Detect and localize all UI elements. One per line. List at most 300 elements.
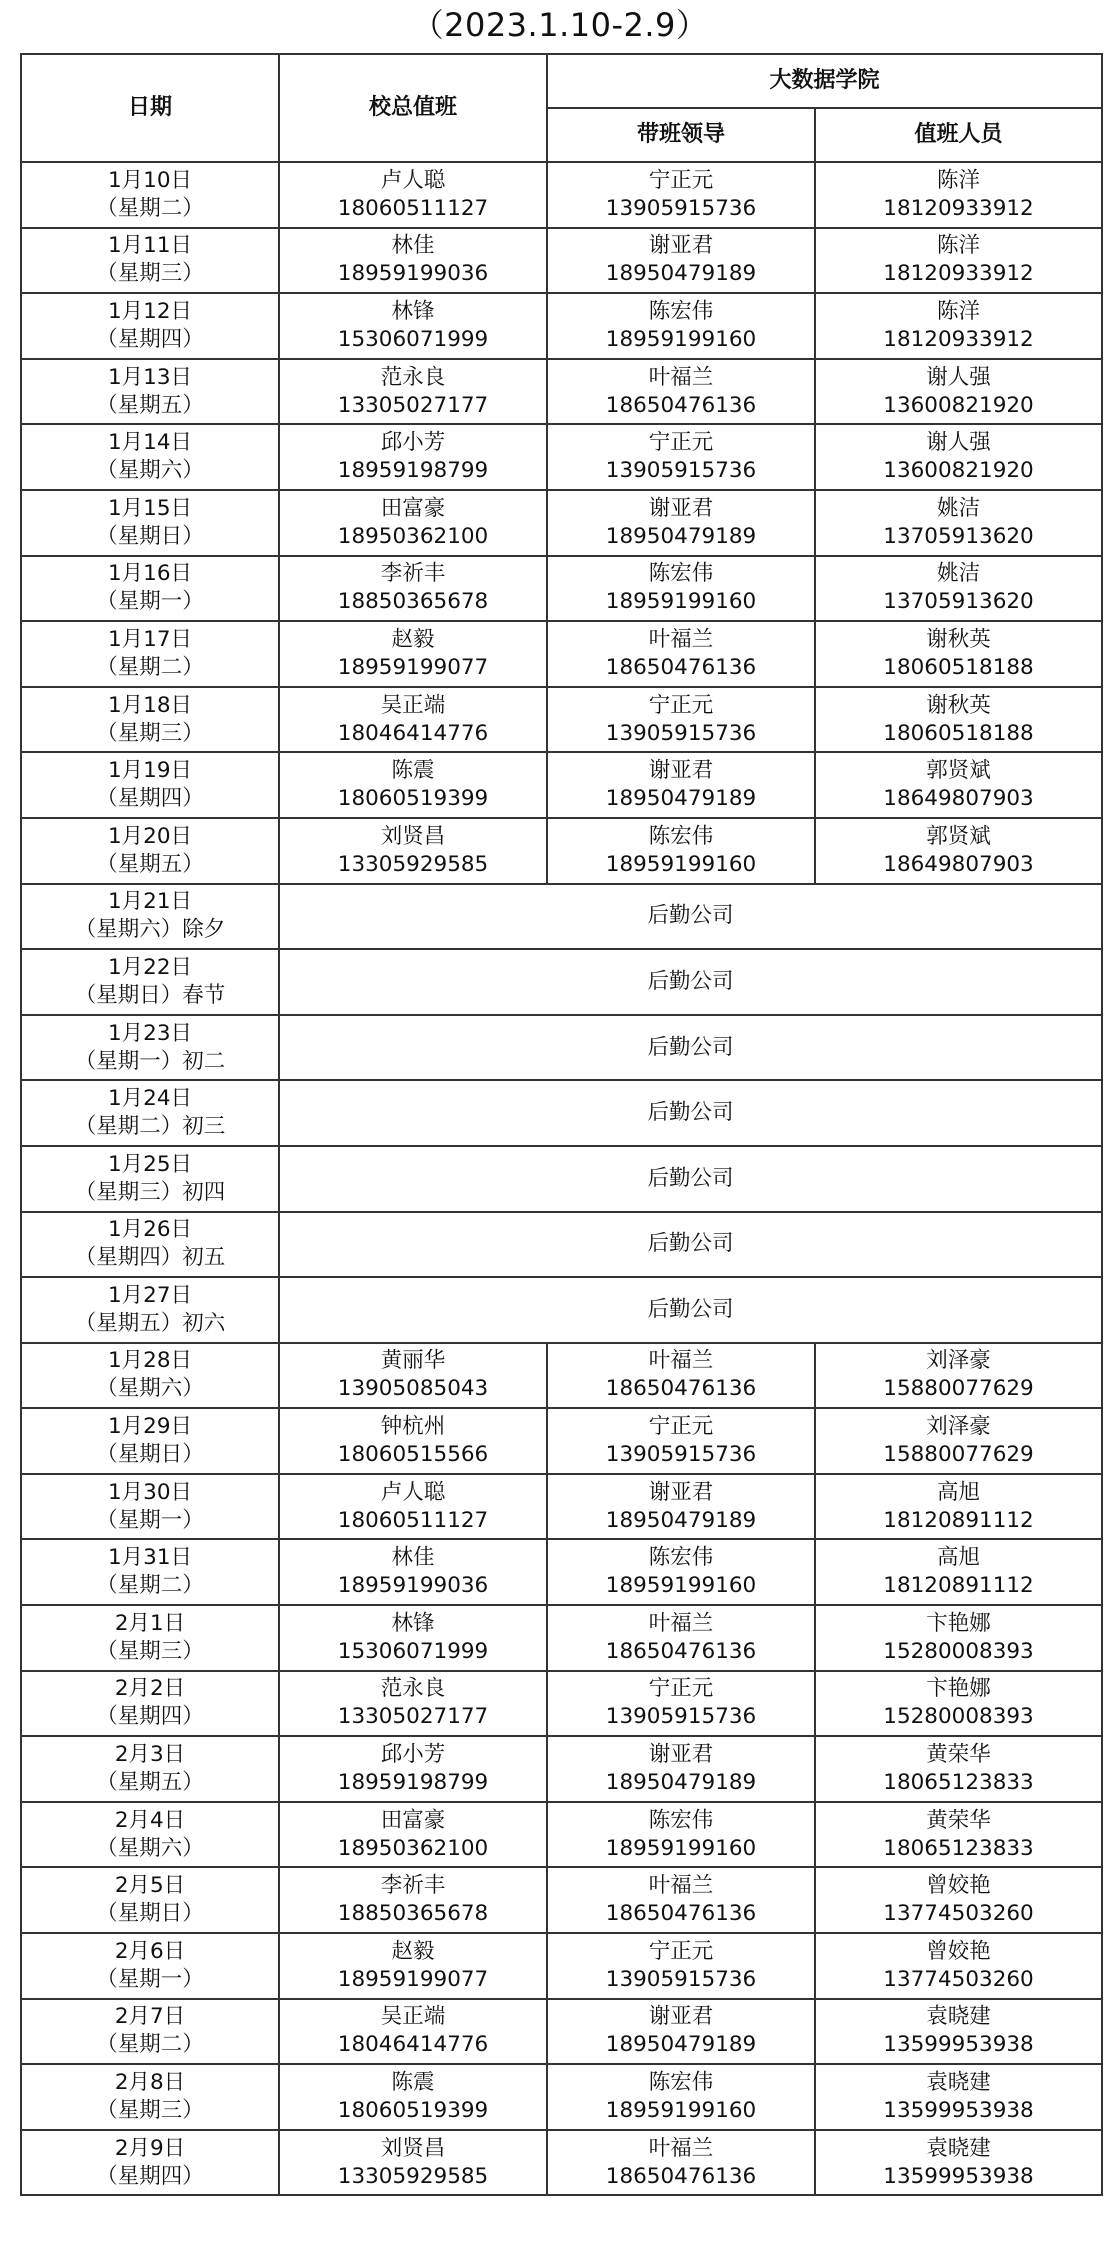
person-name: 叶福兰: [648, 1348, 714, 1374]
person-name: 林佳: [391, 1545, 435, 1571]
table-row: [21, 1080, 1102, 1146]
school-duty-cell: [279, 1474, 547, 1540]
date-cell: [21, 752, 279, 818]
school-duty-cell: [279, 1999, 547, 2065]
phone-number: 18950479189: [605, 2032, 757, 2058]
date-cell: [21, 687, 279, 753]
person-name: 林锋: [391, 1610, 435, 1636]
phone-number: 18850365678: [337, 1901, 489, 1927]
phone-number: 13599953938: [883, 2032, 1034, 2058]
school-duty-cell: [279, 1408, 547, 1474]
person-name: 谢亚君: [648, 495, 714, 521]
date-text: 1月26日: [107, 1217, 193, 1243]
table-row: [21, 949, 1102, 1015]
date-text: 1月19日: [107, 758, 193, 784]
leader-cell: [547, 556, 815, 622]
person-name: 陈宏伟: [648, 561, 714, 587]
date-cell: [21, 1605, 279, 1671]
table-row: [21, 2130, 1102, 2196]
leader-cell: [547, 1539, 815, 1605]
phone-number: 15280008393: [883, 1638, 1034, 1664]
holiday-cell: [279, 1080, 1102, 1146]
school-duty-cell: [279, 424, 547, 490]
person-name: 宁正元: [648, 430, 714, 456]
phone-number: 18950362100: [337, 1835, 489, 1861]
weekday-text: （星期六）除夕: [74, 917, 226, 943]
staff-cell: [815, 359, 1102, 425]
staff-cell: [815, 1802, 1102, 1868]
phone-number: 18120933912: [883, 195, 1034, 221]
person-name: 谢人强: [926, 364, 991, 390]
person-name: 卢人聪: [380, 1479, 446, 1505]
table-row: [21, 424, 1102, 490]
date-text: 1月15日: [107, 495, 193, 521]
weekday-text: （星期四）: [96, 2163, 204, 2189]
leader-cell: [547, 687, 815, 753]
phone-number: 15280008393: [883, 1704, 1034, 1730]
person-name: 黄荣华: [926, 1742, 991, 1768]
phone-number: 18046414776: [337, 2032, 489, 2058]
phone-number: 13905915736: [605, 1442, 757, 1468]
date-text: 2月7日: [114, 2004, 186, 2030]
date-text: 1月20日: [107, 823, 193, 849]
leader-cell: [547, 359, 815, 425]
person-name: 李祈丰: [380, 1873, 446, 1899]
date-cell: [21, 359, 279, 425]
staff-cell: [815, 1933, 1102, 1999]
school-duty-cell: [279, 228, 547, 294]
weekday-text: （星期四）: [96, 1704, 204, 1730]
person-name: 高旭: [937, 1545, 981, 1571]
phone-number: 18959199160: [605, 326, 757, 352]
date-text: 1月12日: [107, 298, 193, 324]
school-duty-cell: [279, 687, 547, 753]
school-duty-cell: [279, 490, 547, 556]
phone-number: 18060519399: [337, 2098, 489, 2124]
phone-number: 13705913620: [883, 523, 1034, 549]
phone-number: 18959199160: [605, 1835, 757, 1861]
leader-cell: [547, 818, 815, 884]
table-row: [21, 1277, 1102, 1343]
phone-number: 18060511127: [337, 1507, 489, 1533]
staff-cell: [815, 2130, 1102, 2196]
date-cell: [21, 884, 279, 950]
leader-cell: [547, 162, 815, 228]
date-cell: [21, 1474, 279, 1540]
person-name: 刘贤昌: [380, 823, 446, 849]
weekday-text: （星期日）: [96, 1901, 204, 1927]
date-cell: [21, 1343, 279, 1409]
person-name: 谢亚君: [648, 233, 714, 259]
person-name: 田富豪: [380, 495, 446, 521]
person-name: 陈宏伟: [648, 823, 714, 849]
holiday-text: 后勤公司: [647, 1296, 734, 1322]
person-name: 卞艳娜: [926, 1676, 991, 1702]
person-name: 谢亚君: [648, 2004, 714, 2030]
school-duty-cell: [279, 1736, 547, 1802]
date-text: 2月8日: [114, 2070, 186, 2096]
person-name: 陈震: [391, 758, 435, 784]
date-cell: [21, 1999, 279, 2065]
person-name: 叶福兰: [648, 1610, 714, 1636]
leader-cell: [547, 490, 815, 556]
weekday-text: （星期二）: [96, 195, 204, 221]
person-name: 曾姣艳: [926, 1873, 991, 1899]
date-text: 2月9日: [114, 2135, 186, 2161]
date-cell: [21, 1802, 279, 1868]
date-cell: [21, 1408, 279, 1474]
person-name: 陈震: [391, 2070, 435, 2096]
staff-cell: [815, 228, 1102, 294]
date-cell: [21, 1867, 279, 1933]
table-row: [21, 1671, 1102, 1737]
person-name: 高旭: [937, 1479, 981, 1505]
person-name: 宁正元: [648, 1676, 714, 1702]
holiday-cell: [279, 1146, 1102, 1212]
phone-number: 18060515566: [337, 1442, 489, 1468]
phone-number: 18046414776: [337, 720, 489, 746]
person-name: 姚洁: [937, 495, 981, 521]
leader-cell: [547, 424, 815, 490]
phone-number: 13305027177: [337, 1704, 489, 1730]
weekday-text: （星期四）: [96, 326, 204, 352]
phone-number: 18060518188: [883, 720, 1034, 746]
phone-number: 18959199077: [337, 654, 489, 680]
header-leader: 带班领导: [547, 108, 815, 162]
weekday-text: （星期四）初五: [74, 1245, 226, 1271]
table-row: [21, 1015, 1102, 1081]
school-duty-cell: [279, 556, 547, 622]
phone-number: 13600821920: [883, 392, 1034, 418]
table-row: [21, 1408, 1102, 1474]
leader-cell: [547, 1933, 815, 1999]
phone-number: 13599953938: [883, 2098, 1034, 2124]
header-college: 大数据学院: [547, 54, 1102, 108]
person-name: 陈宏伟: [648, 1545, 714, 1571]
phone-number: 18120933912: [883, 326, 1034, 352]
leader-cell: [547, 752, 815, 818]
date-cell: [21, 621, 279, 687]
person-name: 陈宏伟: [648, 1807, 714, 1833]
weekday-text: （星期日）: [96, 1442, 204, 1468]
phone-number: 18060511127: [337, 195, 489, 221]
phone-number: 13905915736: [605, 1704, 757, 1730]
leader-cell: [547, 228, 815, 294]
date-cell: [21, 228, 279, 294]
date-text: 2月4日: [114, 1807, 186, 1833]
person-name: 叶福兰: [648, 2135, 714, 2161]
table-row: [21, 884, 1102, 950]
leader-cell: [547, 1474, 815, 1540]
school-duty-cell: [279, 752, 547, 818]
phone-number: 13600821920: [883, 458, 1034, 484]
date-text: 1月23日: [107, 1020, 193, 1046]
phone-number: 13905915736: [605, 1966, 757, 1992]
school-duty-cell: [279, 162, 547, 228]
weekday-text: （星期三）: [96, 720, 204, 746]
date-cell: [21, 1212, 279, 1278]
date-text: 1月13日: [107, 364, 193, 390]
duty-schedule-table: [20, 53, 1103, 2196]
date-text: 1月22日: [107, 954, 193, 980]
table-row: [21, 2064, 1102, 2130]
page-title: （2023.1.10-2.9）: [411, 6, 709, 44]
staff-cell: [815, 424, 1102, 490]
date-text: 1月29日: [107, 1414, 193, 1440]
phone-number: 13599953938: [883, 2163, 1034, 2189]
staff-cell: [815, 2064, 1102, 2130]
phone-number: 13905915736: [605, 458, 757, 484]
staff-cell: [815, 293, 1102, 359]
phone-number: 18650476136: [605, 654, 757, 680]
leader-cell: [547, 293, 815, 359]
person-name: 赵毅: [391, 626, 435, 652]
phone-number: 18060518188: [883, 654, 1034, 680]
phone-number: 18950362100: [337, 523, 489, 549]
person-name: 吴正端: [380, 692, 446, 718]
table-row: [21, 1146, 1102, 1212]
date-text: 2月1日: [114, 1610, 186, 1636]
staff-cell: [815, 490, 1102, 556]
date-text: 2月3日: [114, 1742, 186, 1768]
phone-number: 18850365678: [337, 589, 489, 615]
weekday-text: （星期二）初三: [74, 1114, 226, 1140]
date-cell: [21, 1146, 279, 1212]
person-name: 谢亚君: [648, 758, 714, 784]
person-name: 吴正端: [380, 2004, 446, 2030]
phone-number: 18120891112: [883, 1507, 1034, 1533]
holiday-cell: [279, 1015, 1102, 1081]
table-row: [21, 818, 1102, 884]
leader-cell: [547, 1605, 815, 1671]
table-row: [21, 1605, 1102, 1671]
date-cell: [21, 2064, 279, 2130]
person-name: 宁正元: [648, 1414, 714, 1440]
person-name: 陈洋: [937, 233, 981, 259]
leader-cell: [547, 2130, 815, 2196]
date-text: 1月24日: [107, 1086, 193, 1112]
schedule-body: [21, 162, 1102, 2195]
phone-number: 18650476136: [605, 2163, 757, 2189]
person-name: 宁正元: [648, 167, 714, 193]
person-name: 叶福兰: [648, 364, 714, 390]
person-name: 刘泽豪: [926, 1348, 991, 1374]
date-text: 2月5日: [114, 1873, 186, 1899]
date-text: 1月21日: [107, 889, 193, 915]
holiday-text: 后勤公司: [647, 903, 734, 929]
leader-cell: [547, 1867, 815, 1933]
person-name: 郭贤斌: [926, 823, 991, 849]
person-name: 谢亚君: [648, 1742, 714, 1768]
person-name: 刘贤昌: [380, 2135, 446, 2161]
table-row: [21, 752, 1102, 818]
weekday-text: （星期四）: [96, 786, 204, 812]
person-name: 谢亚君: [648, 1479, 714, 1505]
date-text: 2月2日: [114, 1676, 186, 1702]
phone-number: 18950479189: [605, 1770, 757, 1796]
person-name: 谢秋英: [926, 692, 991, 718]
holiday-cell: [279, 884, 1102, 950]
phone-number: 18065123833: [883, 1770, 1034, 1796]
date-cell: [21, 1080, 279, 1146]
weekday-text: （星期日）春节: [74, 982, 226, 1008]
phone-number: 18959198799: [337, 458, 489, 484]
school-duty-cell: [279, 621, 547, 687]
person-name: 范永良: [380, 364, 446, 390]
person-name: 谢人强: [926, 430, 991, 456]
table-row: [21, 293, 1102, 359]
weekday-text: （星期三）: [96, 1638, 204, 1664]
school-duty-cell: [279, 1539, 547, 1605]
school-duty-cell: [279, 818, 547, 884]
person-name: 钟杭州: [380, 1414, 446, 1440]
phone-number: 18959199036: [337, 261, 489, 287]
date-cell: [21, 490, 279, 556]
person-name: 田富豪: [380, 1807, 446, 1833]
person-name: 黄荣华: [926, 1807, 991, 1833]
staff-cell: [815, 162, 1102, 228]
school-duty-cell: [279, 2130, 547, 2196]
date-cell: [21, 1736, 279, 1802]
weekday-text: （星期三）: [96, 261, 204, 287]
person-name: 林佳: [391, 233, 435, 259]
date-text: 1月18日: [107, 692, 193, 718]
phone-number: 15306071999: [337, 326, 489, 352]
header-school-duty: 校总值班: [279, 54, 547, 162]
person-name: 袁晓建: [926, 2135, 991, 2161]
staff-cell: [815, 1474, 1102, 1540]
person-name: 叶福兰: [648, 1873, 714, 1899]
staff-cell: [815, 1671, 1102, 1737]
table-row: [21, 162, 1102, 228]
phone-number: 18650476136: [605, 1638, 757, 1664]
school-duty-cell: [279, 293, 547, 359]
leader-cell: [547, 1999, 815, 2065]
person-name: 卞艳娜: [926, 1610, 991, 1636]
person-name: 曾姣艳: [926, 1938, 991, 1964]
leader-cell: [547, 1671, 815, 1737]
date-cell: [21, 424, 279, 490]
phone-number: 15880077629: [883, 1442, 1034, 1468]
school-duty-cell: [279, 1802, 547, 1868]
phone-number: 18950479189: [605, 786, 757, 812]
person-name: 陈宏伟: [648, 2070, 714, 2096]
staff-cell: [815, 1408, 1102, 1474]
header-staff: 值班人员: [815, 108, 1102, 162]
table-row: [21, 490, 1102, 556]
date-text: 1月14日: [107, 430, 193, 456]
table-row: [21, 687, 1102, 753]
person-name: 赵毅: [391, 1938, 435, 1964]
person-name: 范永良: [380, 1676, 446, 1702]
staff-cell: [815, 1999, 1102, 2065]
date-cell: [21, 162, 279, 228]
person-name: 林锋: [391, 298, 435, 324]
weekday-text: （星期五）初六: [74, 1310, 226, 1336]
phone-number: 18650476136: [605, 1901, 757, 1927]
leader-cell: [547, 1343, 815, 1409]
phone-number: 13705913620: [883, 589, 1034, 615]
person-name: 李祈丰: [380, 561, 446, 587]
person-name: 刘泽豪: [926, 1414, 991, 1440]
person-name: 邱小芳: [380, 1742, 446, 1768]
header-row-top: [21, 54, 1102, 108]
date-text: 1月30日: [107, 1479, 193, 1505]
table-row: [21, 359, 1102, 425]
phone-number: 18950479189: [605, 261, 757, 287]
staff-cell: [815, 687, 1102, 753]
table-row: [21, 228, 1102, 294]
weekday-text: （星期一）初二: [74, 1048, 226, 1074]
school-duty-cell: [279, 359, 547, 425]
leader-cell: [547, 1802, 815, 1868]
phone-number: 18959199160: [605, 851, 757, 877]
leader-cell: [547, 621, 815, 687]
weekday-text: （星期五）: [96, 392, 204, 418]
date-cell: [21, 949, 279, 1015]
holiday-text: 后勤公司: [647, 1100, 734, 1126]
phone-number: 18120891112: [883, 1573, 1034, 1599]
weekday-text: （星期一）: [96, 1507, 204, 1533]
staff-cell: [815, 752, 1102, 818]
date-cell: [21, 818, 279, 884]
date-text: 1月27日: [107, 1282, 193, 1308]
phone-number: 15880077629: [883, 1376, 1034, 1402]
school-duty-cell: [279, 2064, 547, 2130]
school-duty-cell: [279, 1671, 547, 1737]
table-row: [21, 1933, 1102, 1999]
date-text: 1月17日: [107, 626, 193, 652]
phone-number: 13305027177: [337, 392, 489, 418]
phone-number: 18649807903: [883, 786, 1034, 812]
person-name: 郭贤斌: [926, 758, 991, 784]
holiday-cell: [279, 1212, 1102, 1278]
date-text: 1月10日: [107, 167, 193, 193]
date-cell: [21, 1539, 279, 1605]
person-name: 陈宏伟: [648, 298, 714, 324]
date-cell: [21, 1671, 279, 1737]
date-text: 2月6日: [114, 1938, 186, 1964]
table-row: [21, 1539, 1102, 1605]
phone-number: 13774503260: [883, 1901, 1034, 1927]
person-name: 陈洋: [937, 298, 981, 324]
leader-cell: [547, 2064, 815, 2130]
weekday-text: （星期二）: [96, 1573, 204, 1599]
phone-number: 18649807903: [883, 851, 1034, 877]
person-name: 谢秋英: [926, 626, 991, 652]
table-row: [21, 621, 1102, 687]
staff-cell: [815, 1736, 1102, 1802]
weekday-text: （星期六）: [96, 458, 204, 484]
person-name: 陈洋: [937, 167, 981, 193]
staff-cell: [815, 1343, 1102, 1409]
phone-number: 13774503260: [883, 1966, 1034, 1992]
phone-number: 18120933912: [883, 261, 1034, 287]
date-text: 1月25日: [107, 1151, 193, 1177]
weekday-text: （星期日）: [96, 523, 204, 549]
leader-cell: [547, 1736, 815, 1802]
holiday-text: 后勤公司: [647, 968, 734, 994]
person-name: 黄丽华: [380, 1348, 446, 1374]
person-name: 袁晓建: [926, 2070, 991, 2096]
table-row: [21, 1999, 1102, 2065]
staff-cell: [815, 818, 1102, 884]
phone-number: 18959198799: [337, 1770, 489, 1796]
phone-number: 18650476136: [605, 1376, 757, 1402]
phone-number: 13305929585: [337, 851, 489, 877]
weekday-text: （星期五）: [96, 1770, 204, 1796]
staff-cell: [815, 621, 1102, 687]
